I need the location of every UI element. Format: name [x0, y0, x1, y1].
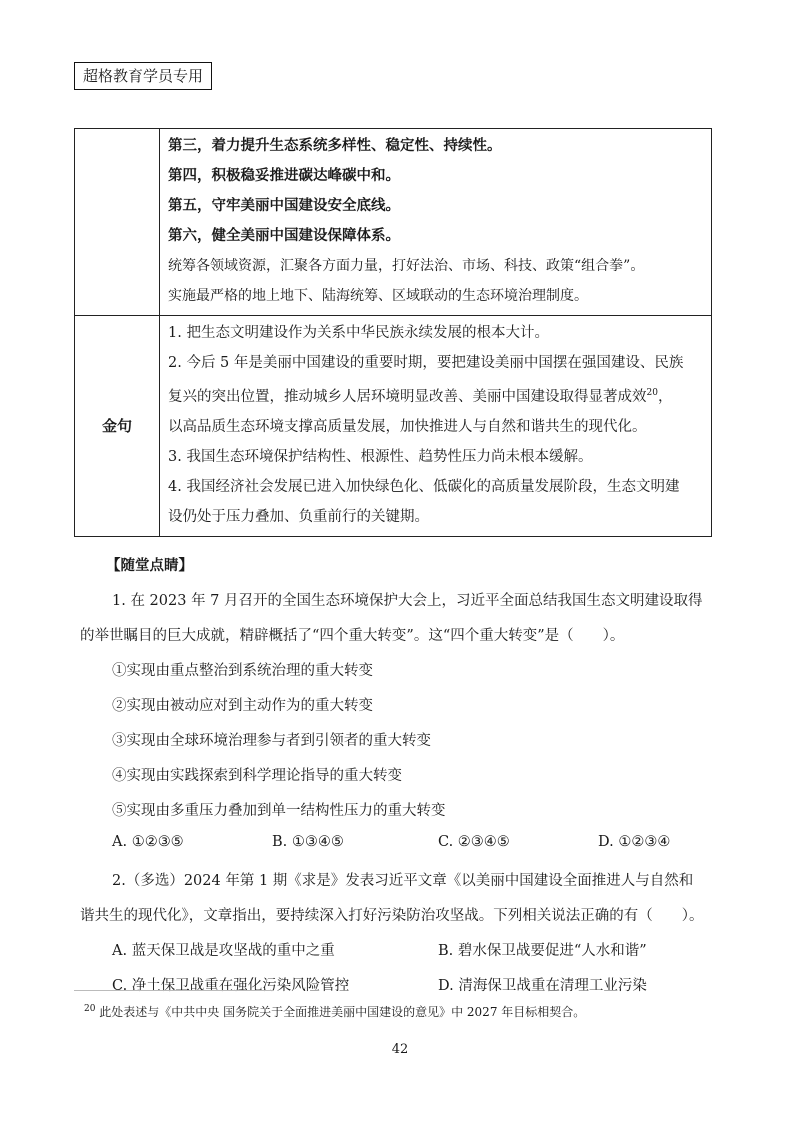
- table-row: [75, 129, 712, 316]
- q1-statement: ④实现由实践探索到科学理论指导的重大转变: [112, 768, 402, 784]
- line-text: 复兴的突出位置，推动城乡人居环境明显改善、美丽中国建设取得显著成效: [168, 388, 647, 405]
- q2-stem: 2.（多选）2024 年第 1 期《求是》发表习近平文章《以美丽中国建设全面推进人与自然和: [112, 873, 694, 889]
- table-line: 第五，守牢美丽中国建设安全底线。: [168, 198, 400, 214]
- table-line: 第四，积极稳妥推进碳达峰碳中和。: [168, 168, 400, 184]
- table-line: 第六，健全美丽中国建设保障体系。: [168, 228, 400, 244]
- table-line: 统筹各领域资源，汇聚各方面力量，打好法治、市场、科技、政策“组合拳”。: [168, 258, 645, 274]
- q2-option-b: B. 碧水保卫战要促进“人水和谐”: [438, 943, 647, 959]
- q2-option-a: A. 蓝天保卫战是攻坚战的重中之重: [112, 943, 335, 959]
- watermark-stamp: 超格教育学员专用: [74, 62, 212, 90]
- q1-option-d: D. ①②③④: [598, 834, 671, 850]
- row-content: [160, 129, 712, 316]
- page-number: 42: [391, 1042, 409, 1057]
- q1-option-b: B. ①③④⑤: [272, 834, 344, 850]
- table-line: [168, 378, 711, 412]
- summary-table: [74, 128, 712, 537]
- table-line: 实施最严格的地上地下、陆海统筹、区域联动的生态环境治理制度。: [168, 288, 588, 304]
- table-line: 3. 我国生态环境保护结构性、根源性、趋势性压力尚未根本缓解。: [168, 448, 593, 465]
- q1-statement: ①实现由重点整治到系统治理的重大转变: [112, 663, 373, 679]
- table-line: 第三，着力提升生态系统多样性、稳定性、持续性。: [168, 138, 502, 154]
- footnote-mark: 20: [84, 1004, 96, 1014]
- footnote: [84, 1003, 585, 1020]
- line-tail: ，: [657, 388, 673, 405]
- table-line: 1. 把生态文明建设作为关系中华民族永续发展的根本大计。: [168, 325, 549, 341]
- q1-stem: 的举世瞩目的巨大成就，精辟概括了“四个重大转变”。这“四个重大转变”是（ ）。: [80, 628, 625, 644]
- table-line: 2. 今后 5 年是美丽中国建设的重要时期，要把建设美丽中国摆在强国建设、民族: [168, 355, 684, 371]
- table-line: 以高品质生态环境支撑高质量发展，加快推进人与自然和谐共生的现代化。: [168, 418, 647, 435]
- q2-stem: 谐共生的现代化》，文章指出，要持续深入打好污染防治攻坚战。下列相关说法正确的有（ ）。: [80, 908, 704, 924]
- row-content: [160, 316, 712, 537]
- footnote-divider: [74, 990, 274, 991]
- q1-stem: 1. 在 2023 年 7 月召开的全国生态环境保护大会上，习近平全面总结我国生态文明建设取得: [112, 593, 703, 609]
- q1-option-c: C. ②③④⑤: [438, 834, 510, 850]
- row-label-empty: [75, 129, 160, 316]
- section-heading: 【随堂点睛】: [106, 558, 193, 574]
- q2-option-c: C. 净土保卫战重在强化污染风险管控: [112, 978, 350, 994]
- q1-statement: ③实现由全球环境治理参与者到引领者的重大转变: [112, 733, 431, 749]
- table-line: 4. 我国经济社会发展已进入加快绿色化、低碳化的高质量发展阶段，生态文明建: [168, 478, 680, 495]
- row-label-golden-sentences: 金句: [75, 316, 160, 537]
- table-line: 设仍处于压力叠加、负重前行的关键期。: [168, 508, 429, 525]
- q1-option-a: A. ①②③⑤: [112, 834, 184, 850]
- q1-statement: ⑤实现由多重压力叠加到单一结构性压力的重大转变: [112, 803, 446, 819]
- q2-option-d: D. 清海保卫战重在清理工业污染: [438, 978, 647, 994]
- table-row: [75, 316, 712, 537]
- footnote-ref: 20: [646, 388, 658, 398]
- q1-statement: ②实现由被动应对到主动作为的重大转变: [112, 698, 373, 714]
- footnote-text: 此处表述与《中共中央 国务院关于全面推进美丽中国建设的意见》中 2027 年目标相契合。: [99, 1005, 586, 1019]
